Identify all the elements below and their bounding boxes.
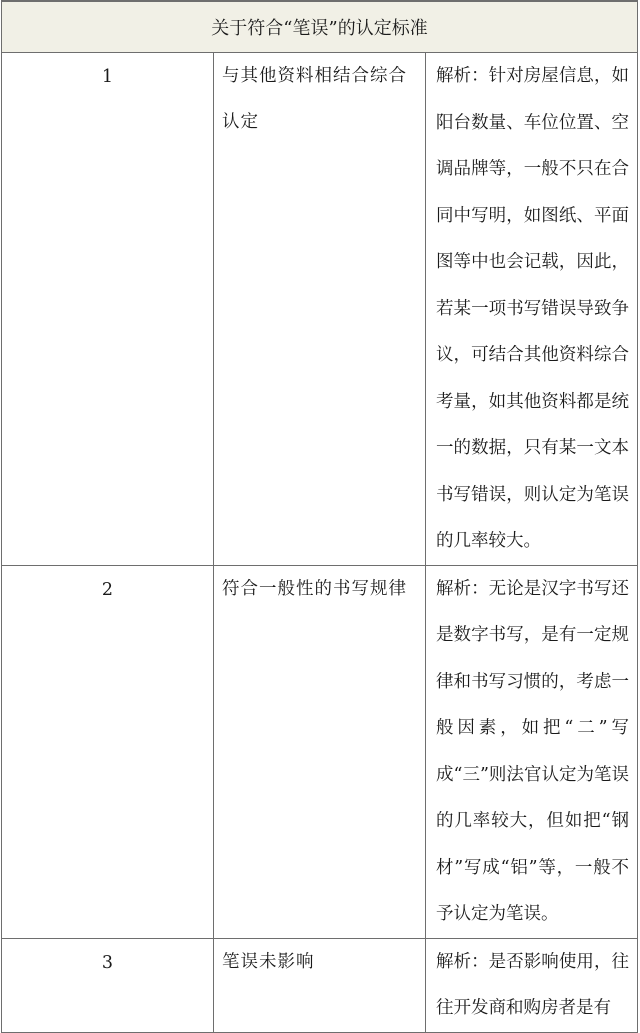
table-row xyxy=(2,53,638,566)
criterion-label-text: 笔误未影响 xyxy=(222,951,315,972)
row-number: 2 xyxy=(2,565,214,938)
table-title: 关于符合“笔误”的认定标准 xyxy=(2,1,638,53)
table-header-row xyxy=(2,1,638,53)
table-row xyxy=(2,938,638,1032)
criterion-explanation-text: 解析：无论是汉字书写还是数字书写，是有一定规律和书写习惯的，考虑一般因素，如把“二”写成“三”则法官认定为笔误的几率较大，但如把“钢材”写成“铝”等，一般不予认定为笔误。 xyxy=(436,578,629,924)
criterion-label xyxy=(214,938,426,1032)
criterion-explanation-text: 解析：针对房屋信息，如阳台数量、车位位置、空调品牌等，一般不只在合同中写明，如图纸、平面图等中也会记载，因此，若某一项书写错误导致争议，可结合其他资料综合考量，如其他资料都是统一的数据，只有某一文本书写错误，则认定为笔误的几率较大。 xyxy=(436,66,629,551)
table-row xyxy=(2,565,638,938)
criterion-label xyxy=(214,53,426,566)
criterion-explanation xyxy=(426,565,638,938)
criterion-label xyxy=(214,565,426,938)
criterion-label-text: 符合一般性的书写规律 xyxy=(222,578,407,599)
criterion-explanation xyxy=(426,53,638,566)
row-number: 1 xyxy=(2,53,214,566)
criteria-table xyxy=(1,0,638,1033)
criterion-label-text: 与其他资料相结合综合认定 xyxy=(222,66,407,132)
criterion-explanation xyxy=(426,938,638,1032)
row-number: 3 xyxy=(2,938,214,1032)
criterion-explanation-text: 解析：是否影响使用，往往开发商和购房者是有 xyxy=(436,951,629,1018)
